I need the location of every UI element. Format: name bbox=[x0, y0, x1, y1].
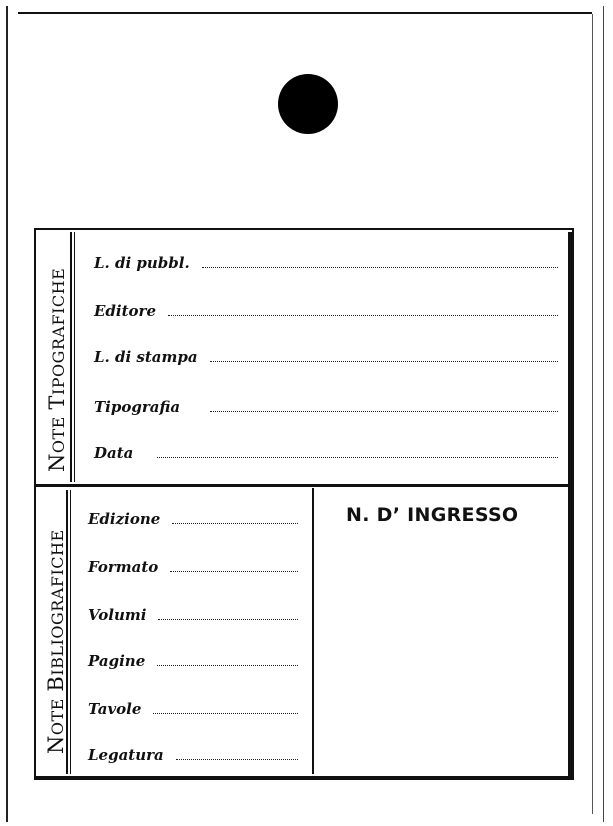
field-label: Data bbox=[94, 444, 134, 462]
fill-line bbox=[210, 360, 558, 362]
right-edge-rule bbox=[592, 14, 593, 814]
punch-hole bbox=[278, 74, 338, 134]
top-rule bbox=[18, 12, 592, 14]
fill-line bbox=[202, 266, 558, 268]
fill-line bbox=[176, 758, 298, 760]
field-tavole[interactable] bbox=[88, 700, 298, 718]
ingresso-divider bbox=[312, 488, 314, 774]
field-label: Volumi bbox=[88, 606, 147, 624]
field-editore[interactable] bbox=[94, 302, 558, 320]
field-luogo-stampa[interactable] bbox=[94, 348, 558, 366]
fill-line bbox=[157, 456, 558, 458]
bottom-side-rule-thin bbox=[70, 490, 71, 774]
fill-line bbox=[168, 314, 558, 316]
note-bibliografiche-heading: NOTE BIBLIOGRAFICHE bbox=[44, 529, 68, 754]
field-label: Pagine bbox=[88, 652, 146, 670]
fill-line bbox=[157, 664, 298, 666]
field-label: Tavole bbox=[88, 700, 142, 718]
numero-ingresso-heading: N. D’ INGRESSO bbox=[346, 504, 519, 526]
field-label: Edizione bbox=[88, 510, 161, 528]
field-volumi[interactable] bbox=[88, 606, 298, 624]
field-label: Tipografia bbox=[94, 398, 181, 416]
fill-line bbox=[172, 522, 298, 524]
fill-line bbox=[153, 712, 298, 714]
section-divider bbox=[36, 484, 570, 487]
field-pagine[interactable] bbox=[88, 652, 298, 670]
top-side-rule-thin bbox=[74, 232, 75, 482]
field-label: L. di pubbl. bbox=[94, 254, 190, 272]
top-side-rule bbox=[70, 232, 72, 482]
fill-line bbox=[158, 618, 298, 620]
panel-shadow-right bbox=[568, 232, 572, 780]
field-legatura[interactable] bbox=[88, 746, 298, 764]
fill-line bbox=[210, 410, 558, 412]
field-label: Formato bbox=[88, 558, 159, 576]
field-label: Legatura bbox=[88, 746, 164, 764]
field-data[interactable] bbox=[94, 444, 558, 462]
fill-line bbox=[170, 570, 298, 572]
field-formato[interactable] bbox=[88, 558, 298, 576]
field-label: L. di stampa bbox=[94, 348, 198, 366]
note-tipografiche-heading: NOTE TIPOGRAFICHE bbox=[45, 267, 69, 472]
panel-shadow-bottom bbox=[36, 776, 574, 779]
field-tipografia[interactable] bbox=[94, 398, 558, 416]
field-luogo-pubblicazione[interactable] bbox=[94, 254, 558, 272]
field-label: Editore bbox=[94, 302, 156, 320]
field-edizione[interactable] bbox=[88, 510, 298, 528]
